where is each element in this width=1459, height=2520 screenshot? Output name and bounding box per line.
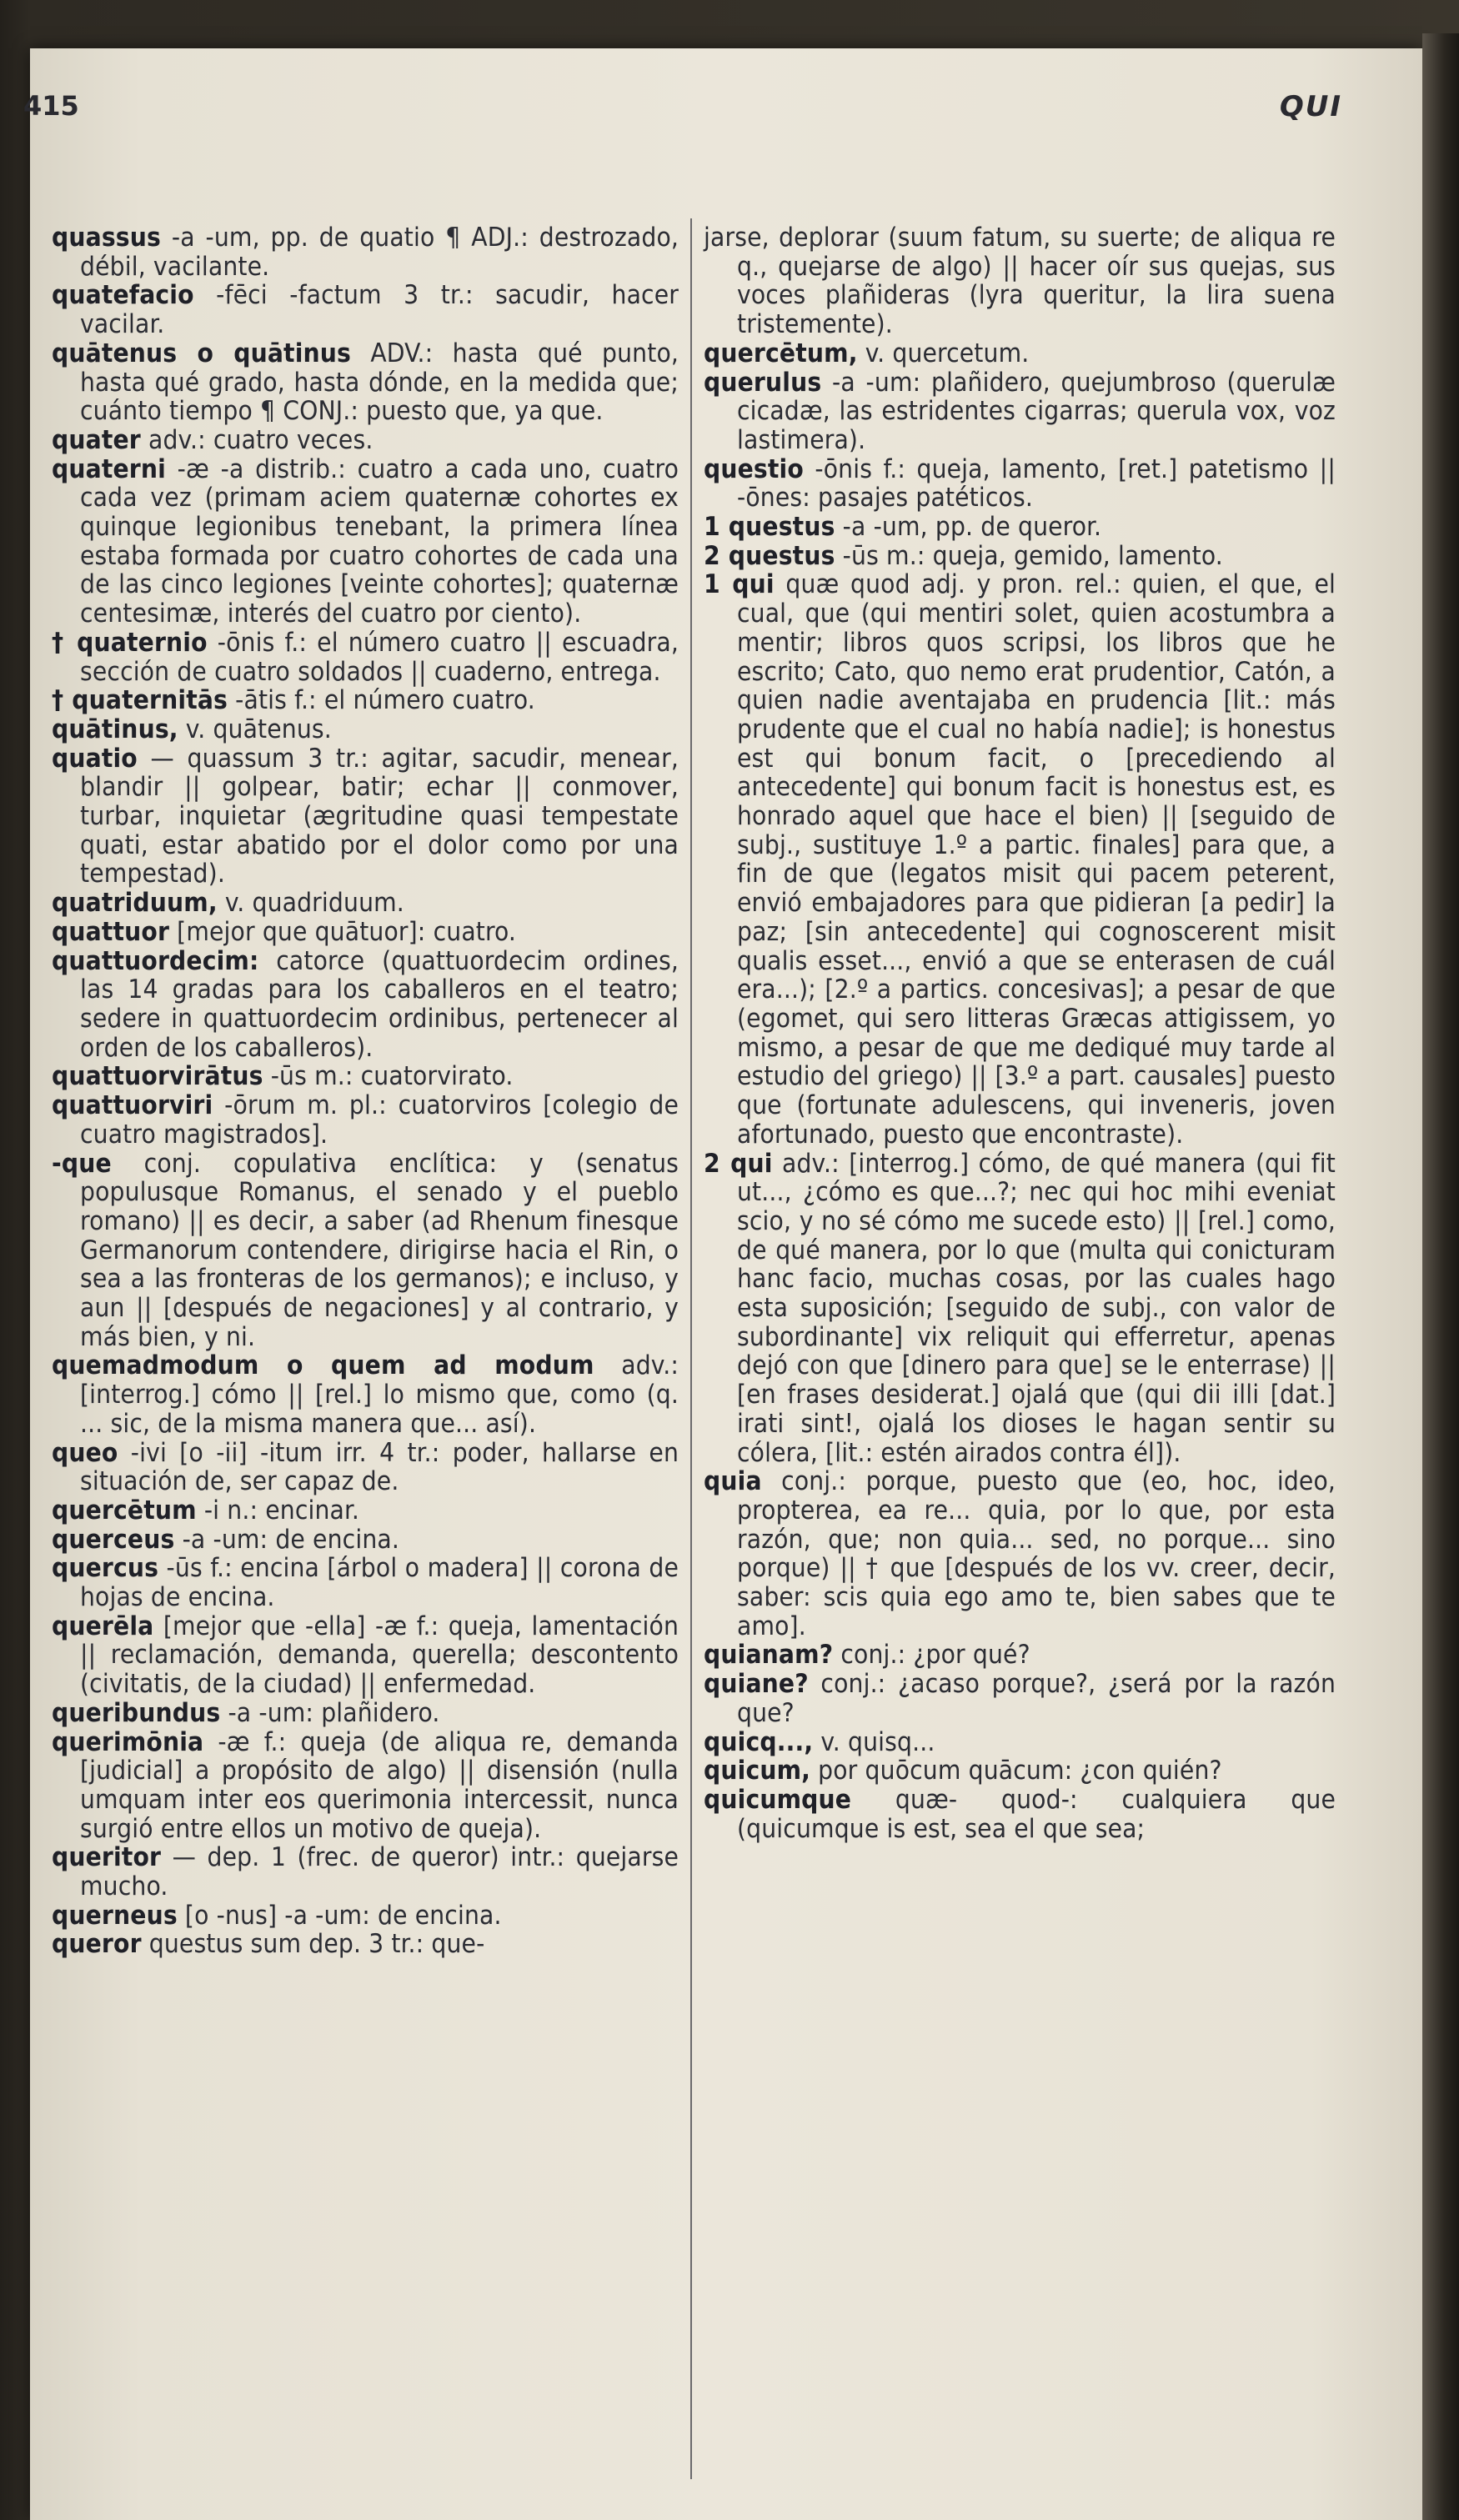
entry-headword: quaterni: [52, 453, 166, 484]
dictionary-entry: [704, 1641, 1336, 1670]
entry-headword: quatefacio: [52, 280, 194, 311]
entry-headword: quassus: [52, 223, 161, 253]
dictionary-entry: [52, 889, 679, 918]
dictionary-entry: [52, 426, 679, 455]
entry-headword: quercētum,: [704, 338, 858, 368]
dictionary-entry: [704, 223, 1336, 339]
entry-headword: quicum,: [704, 1756, 811, 1786]
right-column: [704, 223, 1336, 1843]
dictionary-entry: [52, 1612, 679, 1699]
column-divider: [690, 218, 692, 2479]
dictionary-entry: [52, 715, 679, 744]
entry-definition: -ōrum m. pl.: cuatorviros [colegio de cuatro magistrados].: [80, 1090, 679, 1150]
entry-definition: -ūs f.: encina [árbol o madera] || corona de hojas de encina.: [80, 1553, 679, 1613]
dictionary-entry: [52, 1554, 679, 1611]
entry-definition: -ūs m.: queja, gemido, lamento.: [835, 540, 1223, 571]
dictionary-entry: [704, 455, 1336, 513]
entry-headword: 2 questus: [704, 540, 835, 571]
dictionary-entry: [52, 918, 679, 947]
dictionary-entry: [704, 1670, 1336, 1727]
entry-definition: [o -nus] -a -um: de encina.: [177, 1900, 502, 1931]
dictionary-entry: [52, 1496, 679, 1526]
entry-headword: queror: [52, 1929, 142, 1960]
entry-definition: -a -um: plañidero.: [220, 1697, 440, 1728]
left-column: [52, 223, 679, 1959]
entry-definition: -i n.: encinar.: [196, 1495, 359, 1526]
entry-definition: -ōnis f.: el número cuatro || escuadra, sección de cuatro soldados || cuaderno, entrega.: [80, 627, 679, 687]
dictionary-entry: [52, 686, 679, 715]
dictionary-entry: [52, 1699, 679, 1728]
dictionary-entry: [52, 1901, 679, 1931]
entry-definition: adv.: [interrog.] cómo || [rel.] lo mismo que, como (q. ... sic, de la misma manera que... así).: [80, 1350, 679, 1439]
entry-headword: quater: [52, 424, 141, 455]
dictionary-entry: [52, 339, 679, 426]
entry-headword: querimōnia: [52, 1726, 204, 1757]
entry-definition: v. quadriduum.: [217, 888, 404, 919]
entry-definition: — dep. 1 (frec. de queror) intr.: quejarse mucho.: [80, 1842, 679, 1902]
entry-definition: questus sum dep. 3 tr.: que-: [141, 1929, 485, 1960]
entry-definition: -fēci -factum 3 tr.: sacudir, hacer vacilar.: [80, 280, 679, 340]
entry-definition: -æ -a distrib.: cuatro a cada uno, cuatro cada vez (primam aciem quaternæ cohortes ex quinque legionibus tenebant, la primera línea estaba formada por cuatro cohortes de cada una de las cinco legiones [veinte cohortes]; quaternæ centesimæ, interés del cuatro por ciento).: [80, 453, 679, 629]
dictionary-entry: [52, 1439, 679, 1496]
entry-headword: † quaternio: [52, 627, 208, 658]
running-head: QUI: [1279, 90, 1342, 123]
entry-definition: conj.: ¿por qué?: [833, 1640, 1030, 1671]
entry-headword: quatriduum,: [52, 888, 218, 919]
entry-headword: quattuordecim:: [52, 945, 259, 976]
dictionary-entry: [52, 223, 679, 281]
entry-headword: quātenus o quātinus: [52, 338, 351, 368]
entry-headword: quattuorvirātus: [52, 1061, 263, 1092]
entry-definition: ADV.: hasta qué punto, hasta qué grado, hasta dónde, en la medida que; cuánto tiempo ¶ CONJ.: puesto que, ya que.: [80, 338, 679, 427]
entry-definition: -æ f.: queja (de aliqua re, demanda [judicial] a propósito de algo) || disensión (nulla umquam inter eos querimonia intercessit, nunca surgió entre ellos un motivo de queja).: [80, 1726, 679, 1844]
entry-definition: -ūs m.: cuatorvirato.: [263, 1061, 514, 1092]
dictionary-entry: [704, 570, 1336, 1149]
dictionary-entry: [704, 1728, 1336, 1757]
entry-headword: quicq...,: [704, 1726, 814, 1757]
entry-headword: quatio: [52, 743, 138, 774]
dictionary-entry: [704, 1786, 1336, 1843]
entry-headword: querulus: [704, 367, 822, 398]
entry-definition: conj.: porque, puesto que (eo, hoc, ideo, propterea, ea re... quia, por lo que, por esta razón, que; non quia... sed, no porque... sino porque) || † que [después de los vv. creer, decir, saber: scis quia ego amo te, bien sabes que te amo].: [737, 1466, 1336, 1641]
dictionary-entry: [52, 947, 679, 1063]
entry-definition: conj.: ¿acaso porque?, ¿será por la razón que?: [737, 1669, 1336, 1728]
entry-definition: conj. copulativa enclítica: y (senatus populusque Romanus, el senado y el pueblo romano) || es decir, a saber (ad Rhenum finesque Germanorum contendere, dirigirse hacia el Rin, o sea a las fronteras de los germanos); e incluso, y aun || [después de negaciones] y al contrario, y más bien, y ni.: [80, 1148, 679, 1352]
entry-definition: [mejor que -ella] -æ f.: queja, lamentación || reclamación, demanda, querella; descontento (civitatis, de la ciudad) || enfermedad.: [80, 1611, 679, 1700]
dictionary-entry: [52, 1091, 679, 1149]
dictionary-entry: [52, 1843, 679, 1901]
entry-headword: querēla: [52, 1611, 154, 1641]
dictionary-entry: [704, 513, 1336, 542]
entry-headword: quemadmodum o quem ad modum: [52, 1350, 594, 1381]
dictionary-entry: [52, 744, 679, 889]
entry-definition: -a -um, pp. de quatio ¶ ADJ.: destrozado, débil, vacilante.: [80, 223, 679, 282]
dictionary-entry: [52, 281, 679, 338]
entry-headword: quia: [704, 1466, 762, 1497]
entry-headword: quianam?: [704, 1640, 834, 1671]
entry-definition: quæ- quod-: cualquiera que (quicumque is est, sea el que sea;: [737, 1784, 1336, 1844]
entry-headword: quicumque: [704, 1784, 852, 1815]
entry-definition: -ivi [o -ii] -itum irr. 4 tr.: poder, hallarse en situación de, ser capaz de.: [80, 1437, 679, 1497]
entry-definition: v. quisq...: [813, 1726, 935, 1757]
entry-headword: querceus: [52, 1524, 175, 1555]
entry-definition: -ōnis f.: queja, lamento, [ret.] patetismo || -ōnes: pasajes patéticos.: [737, 453, 1336, 514]
entry-definition: -ātis f.: el número cuatro.: [228, 685, 535, 716]
entry-headword: quātinus,: [52, 714, 178, 744]
dictionary-entry: [52, 1150, 679, 1352]
dictionary-entry: [52, 455, 679, 629]
entry-definition: -a -um: plañidero, quejumbroso (querulæ cicadæ, las estridentes cigarras; querula vox, voz lastimera).: [737, 367, 1336, 455]
entry-headword: -que: [52, 1148, 112, 1179]
entry-headword: queo: [52, 1437, 118, 1468]
entry-definition: jarse, deplorar (suum fatum, su suerte; de aliqua re q., quejarse de algo) || hacer oír sus quejas, sus voces plañideras (lyra queritur, la lira suena tristemente).: [704, 223, 1336, 340]
entry-headword: queritor: [52, 1842, 162, 1873]
entry-headword: queribundus: [52, 1697, 221, 1728]
dictionary-entry: [52, 1930, 679, 1959]
entry-definition: v. quātenus.: [178, 714, 332, 744]
entry-headword: 1 questus: [704, 512, 835, 543]
page-header: [23, 90, 1342, 132]
dictionary-entry: [704, 1756, 1336, 1786]
entry-definition: por quōcum quācum: ¿con quién?: [810, 1756, 1222, 1786]
entry-headword: quattuorviri: [52, 1090, 213, 1121]
entry-headword: quattuor: [52, 916, 170, 947]
dictionary-entry: [704, 339, 1336, 368]
entry-definition: adv.: cuatro veces.: [140, 424, 374, 455]
dictionary-entry: [704, 368, 1336, 455]
entry-definition: adv.: [interrog.] cómo, de qué manera (qui fit ut..., ¿cómo es que...?; nec qui hoc mihi eveniat scio, y no sé cómo me sucede esto) || [rel.] como, de qué manera, por lo que (multa qui conicturam hanc facio, muchas cosas, por las cuales hago esta suposición; [seguido de subj., con valor de subordinante] vix reliquit qui efferretur, apenas dejó con que [dinero para que] se le enterrase) || [en frases desiderat.] ojalá que (qui dii illi [dat.] irati sint!, ojalá los dioses le hagan sentir su cólera, [lit.: estén airados contra él]).: [737, 1148, 1336, 1468]
entry-headword: 2 qui: [704, 1148, 773, 1179]
dictionary-entry: [704, 542, 1336, 571]
entry-headword: quercētum: [52, 1495, 197, 1526]
dictionary-entry: [52, 629, 679, 686]
entry-definition: -a -um: de encina.: [174, 1524, 399, 1555]
dictionary-entry: [704, 1467, 1336, 1641]
entry-headword: questio: [704, 453, 804, 484]
entry-headword: quercus: [52, 1553, 159, 1584]
entry-definition: catorce (quattuordecim ordines, las 14 gradas para los caballeros en el teatro; sedere in quattuordecim ordinibus, pertenecer al orden de los caballeros).: [80, 945, 679, 1063]
entry-headword: quiane?: [704, 1669, 809, 1700]
entry-definition: [mejor que quātuor]: cuatro.: [169, 916, 517, 947]
dictionary-entry: [52, 1062, 679, 1091]
dictionary-entry: [52, 1351, 679, 1438]
entry-definition: v. quercetum.: [857, 338, 1030, 368]
dictionary-entry: [52, 1728, 679, 1844]
entry-definition: — quassum 3 tr.: agitar, sacudir, menear, blandir || golpear, batir; echar || conmover, turbar, inquietar (ægritudine quasi tempestate quati, estar abatido por el dolor como por una tempestad).: [80, 743, 679, 889]
entry-headword: † quaternitās: [52, 685, 228, 716]
dictionary-entry: [52, 1526, 679, 1555]
entry-headword: querneus: [52, 1900, 178, 1931]
entry-definition: -a -um, pp. de queror.: [835, 512, 1102, 543]
dictionary-entry: [704, 1150, 1336, 1468]
entry-definition: quæ quod adj. y pron. rel.: quien, el que, el cual, que (qui mentiri solet, quien acostumbra a mentir; libros quos scripsi, los libros que he escrito; Cato, quo nemo erat prudentior, Catón, a quien nadie aventajaba en prudencia [lit.: más prudente que el cual no había nadie]; is honestus est qui bonum facit, o [precediendo al antecedente] qui bonum facit is honestus est, es honrado aquel que hace el bien) || [seguido de subj., sustituye 1.º a partic. finales] para que, a fin de que (legatos misit qui pacem peterent, envió embajadores para que pidieran [a pedir] la paz; [sin antecedente] qui cognoscerent misit qualis esset..., envió a que se enterasen de cuál era...); [2.º a partics. concesivas]; a pesar de que (egomet, qui sero litteras Græcas attigissem, yo mismo, a pesar de que me dediqué muy tarde al estudio del griego) || [3.º a part. causales] puesto que (fortunate adulescens, qui inveneris, joven afortunado, puesto que encontraste).: [737, 569, 1336, 1150]
entry-headword: 1 qui: [704, 569, 775, 600]
page-number: 415: [23, 90, 79, 122]
page-edge-shadow: [1422, 33, 1459, 2520]
